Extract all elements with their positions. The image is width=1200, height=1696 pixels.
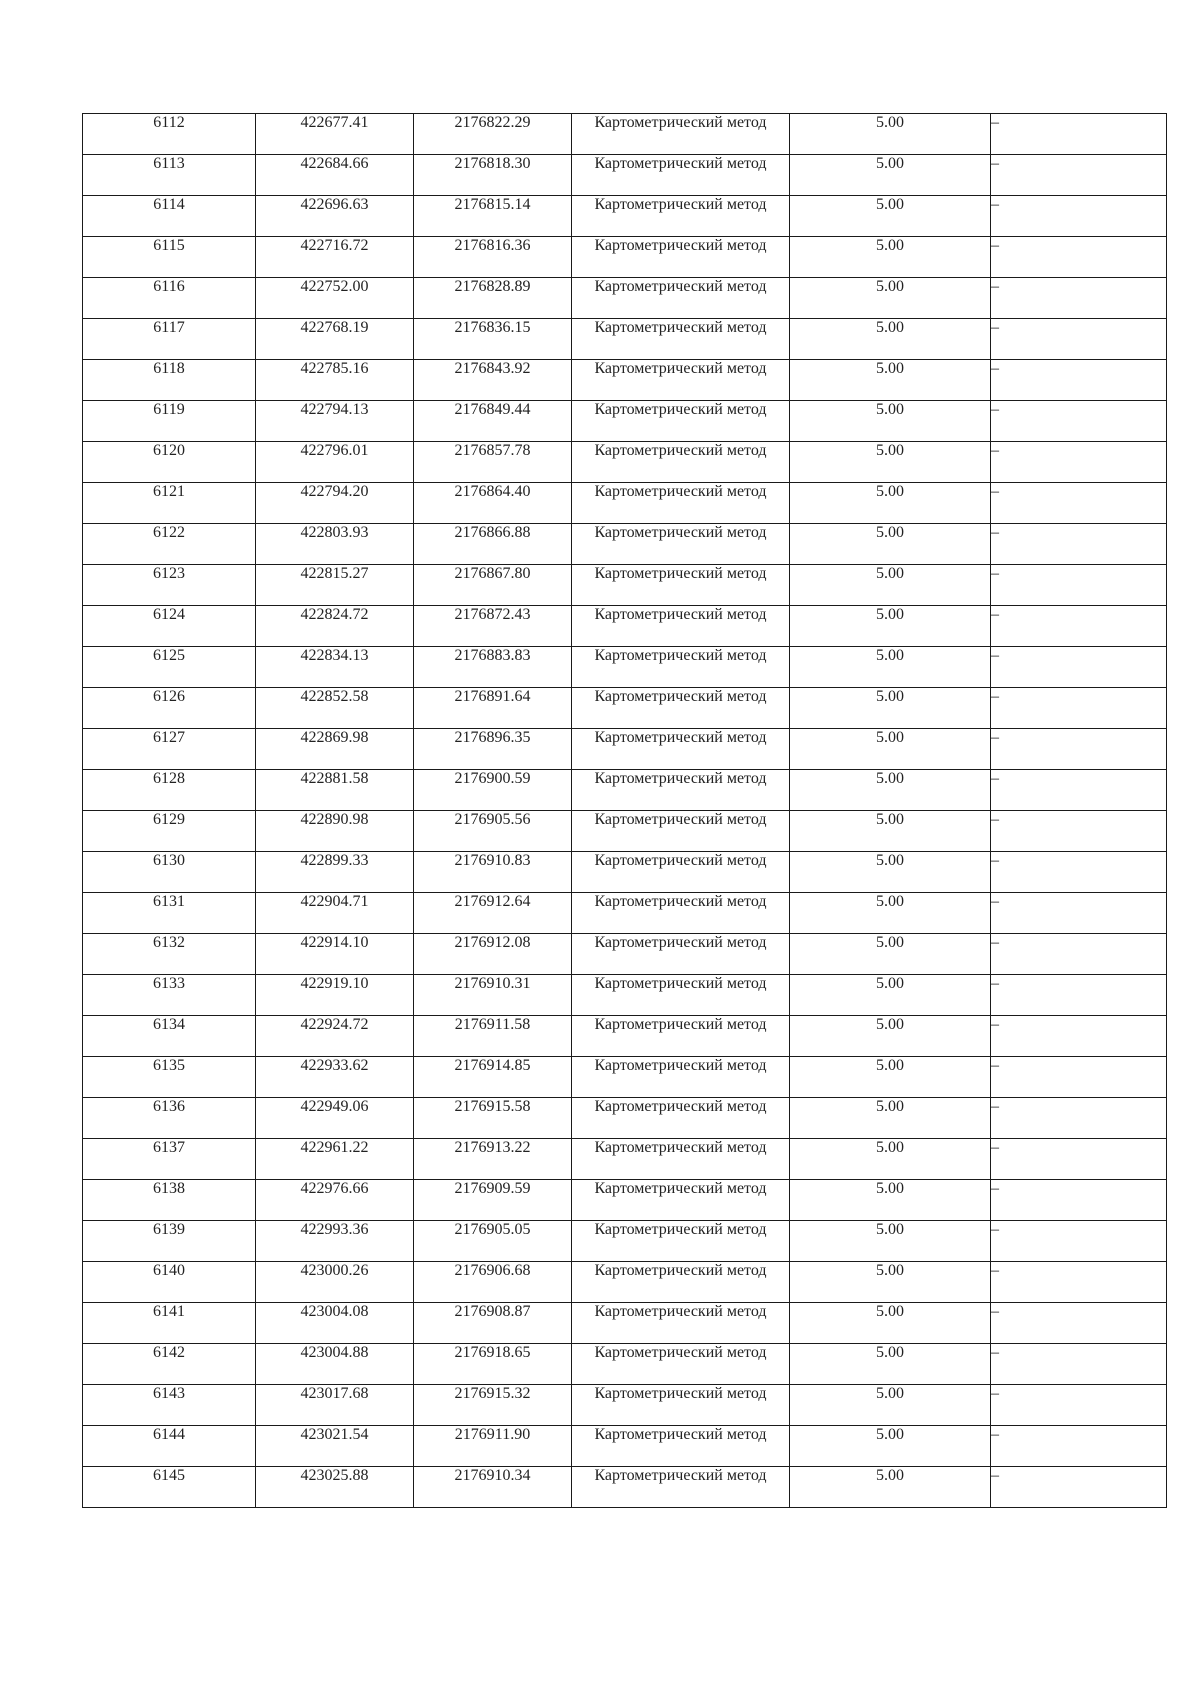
y-coordinate-cell: 2176915.58 [414,1098,572,1139]
method-cell: Картометрический метод [572,1426,790,1467]
y-coordinate-cell: 2176918.65 [414,1344,572,1385]
y-coordinate-cell: 2176822.29 [414,114,572,155]
y-coordinate-cell: 2176910.31 [414,975,572,1016]
note-cell: – [991,196,1167,237]
point-number-cell: 6129 [83,811,256,852]
method-cell: Картометрический метод [572,1139,790,1180]
point-number-cell: 6119 [83,401,256,442]
note-cell: – [991,729,1167,770]
y-coordinate-cell: 2176866.88 [414,524,572,565]
y-coordinate-cell: 2176849.44 [414,401,572,442]
method-cell: Картометрический метод [572,1098,790,1139]
note-cell: – [991,278,1167,319]
x-coordinate-cell: 423004.08 [256,1303,414,1344]
accuracy-cell: 5.00 [790,852,991,893]
point-number-cell: 6120 [83,442,256,483]
table-row [83,196,1167,237]
y-coordinate-cell: 2176816.36 [414,237,572,278]
x-coordinate-cell: 422794.20 [256,483,414,524]
y-coordinate-cell: 2176912.08 [414,934,572,975]
table-row [83,483,1167,524]
method-cell: Картометрический метод [572,114,790,155]
y-coordinate-cell: 2176867.80 [414,565,572,606]
table-row [83,401,1167,442]
table-row [83,1139,1167,1180]
table-row [83,770,1167,811]
method-cell: Картометрический метод [572,565,790,606]
point-number-cell: 6136 [83,1098,256,1139]
table-row [83,1303,1167,1344]
note-cell: – [991,1303,1167,1344]
method-cell: Картометрический метод [572,606,790,647]
table-row [83,1262,1167,1303]
note-cell: – [991,934,1167,975]
table-row [83,975,1167,1016]
accuracy-cell: 5.00 [790,647,991,688]
method-cell: Картометрический метод [572,360,790,401]
x-coordinate-cell: 422852.58 [256,688,414,729]
point-number-cell: 6116 [83,278,256,319]
point-number-cell: 6141 [83,1303,256,1344]
point-number-cell: 6138 [83,1180,256,1221]
table-row [83,524,1167,565]
accuracy-cell: 5.00 [790,688,991,729]
table-row [83,729,1167,770]
accuracy-cell: 5.00 [790,237,991,278]
table-row [83,893,1167,934]
note-cell: – [991,1426,1167,1467]
x-coordinate-cell: 422961.22 [256,1139,414,1180]
x-coordinate-cell: 422933.62 [256,1057,414,1098]
x-coordinate-cell: 422924.72 [256,1016,414,1057]
y-coordinate-cell: 2176911.90 [414,1426,572,1467]
point-number-cell: 6133 [83,975,256,1016]
point-number-cell: 6139 [83,1221,256,1262]
point-number-cell: 6125 [83,647,256,688]
point-number-cell: 6123 [83,565,256,606]
accuracy-cell: 5.00 [790,1057,991,1098]
y-coordinate-cell: 2176908.87 [414,1303,572,1344]
table-row [83,360,1167,401]
x-coordinate-cell: 423017.68 [256,1385,414,1426]
y-coordinate-cell: 2176857.78 [414,442,572,483]
method-cell: Картометрический метод [572,852,790,893]
note-cell: – [991,319,1167,360]
table-row [83,1057,1167,1098]
point-number-cell: 6137 [83,1139,256,1180]
method-cell: Картометрический метод [572,1057,790,1098]
note-cell: – [991,975,1167,1016]
method-cell: Картометрический метод [572,688,790,729]
point-number-cell: 6121 [83,483,256,524]
y-coordinate-cell: 2176912.64 [414,893,572,934]
accuracy-cell: 5.00 [790,1016,991,1057]
table-row [83,237,1167,278]
x-coordinate-cell: 422890.98 [256,811,414,852]
point-number-cell: 6132 [83,934,256,975]
method-cell: Картометрический метод [572,893,790,934]
table-row [83,1016,1167,1057]
point-number-cell: 6114 [83,196,256,237]
point-number-cell: 6124 [83,606,256,647]
method-cell: Картометрический метод [572,1344,790,1385]
note-cell: – [991,647,1167,688]
method-cell: Картометрический метод [572,155,790,196]
accuracy-cell: 5.00 [790,893,991,934]
note-cell: – [991,811,1167,852]
table-row [83,606,1167,647]
point-number-cell: 6113 [83,155,256,196]
accuracy-cell: 5.00 [790,606,991,647]
note-cell: – [991,360,1167,401]
x-coordinate-cell: 422803.93 [256,524,414,565]
accuracy-cell: 5.00 [790,1385,991,1426]
y-coordinate-cell: 2176911.58 [414,1016,572,1057]
accuracy-cell: 5.00 [790,401,991,442]
accuracy-cell: 5.00 [790,1262,991,1303]
accuracy-cell: 5.00 [790,155,991,196]
table-row [83,688,1167,729]
table-row [83,1221,1167,1262]
accuracy-cell: 5.00 [790,360,991,401]
point-number-cell: 6122 [83,524,256,565]
x-coordinate-cell: 422993.36 [256,1221,414,1262]
accuracy-cell: 5.00 [790,524,991,565]
x-coordinate-cell: 423004.88 [256,1344,414,1385]
note-cell: – [991,155,1167,196]
method-cell: Картометрический метод [572,1180,790,1221]
x-coordinate-cell: 422881.58 [256,770,414,811]
accuracy-cell: 5.00 [790,1426,991,1467]
x-coordinate-cell: 422785.16 [256,360,414,401]
method-cell: Картометрический метод [572,975,790,1016]
method-cell: Картометрический метод [572,934,790,975]
method-cell: Картометрический метод [572,1262,790,1303]
point-number-cell: 6135 [83,1057,256,1098]
point-number-cell: 6127 [83,729,256,770]
method-cell: Картометрический метод [572,647,790,688]
method-cell: Картометрический метод [572,770,790,811]
x-coordinate-cell: 422752.00 [256,278,414,319]
y-coordinate-cell: 2176891.64 [414,688,572,729]
x-coordinate-cell: 422976.66 [256,1180,414,1221]
y-coordinate-cell: 2176910.34 [414,1467,572,1508]
coordinates-table [82,113,1167,1508]
method-cell: Картометрический метод [572,1221,790,1262]
accuracy-cell: 5.00 [790,975,991,1016]
table-row [83,319,1167,360]
accuracy-cell: 5.00 [790,442,991,483]
x-coordinate-cell: 422899.33 [256,852,414,893]
accuracy-cell: 5.00 [790,1344,991,1385]
point-number-cell: 6142 [83,1344,256,1385]
note-cell: – [991,688,1167,729]
x-coordinate-cell: 423025.88 [256,1467,414,1508]
point-number-cell: 6143 [83,1385,256,1426]
point-number-cell: 6131 [83,893,256,934]
y-coordinate-cell: 2176900.59 [414,770,572,811]
accuracy-cell: 5.00 [790,1303,991,1344]
y-coordinate-cell: 2176828.89 [414,278,572,319]
accuracy-cell: 5.00 [790,278,991,319]
method-cell: Картометрический метод [572,1385,790,1426]
x-coordinate-cell: 422949.06 [256,1098,414,1139]
note-cell: – [991,1262,1167,1303]
x-coordinate-cell: 422684.66 [256,155,414,196]
point-number-cell: 6126 [83,688,256,729]
point-number-cell: 6117 [83,319,256,360]
x-coordinate-cell: 422677.41 [256,114,414,155]
note-cell: – [991,893,1167,934]
table-row [83,1385,1167,1426]
note-cell: – [991,852,1167,893]
table-row [83,565,1167,606]
note-cell: – [991,1057,1167,1098]
x-coordinate-cell: 422768.19 [256,319,414,360]
y-coordinate-cell: 2176910.83 [414,852,572,893]
point-number-cell: 6144 [83,1426,256,1467]
note-cell: – [991,565,1167,606]
x-coordinate-cell: 422796.01 [256,442,414,483]
note-cell: – [991,1221,1167,1262]
method-cell: Картометрический метод [572,1303,790,1344]
note-cell: – [991,1467,1167,1508]
point-number-cell: 6145 [83,1467,256,1508]
note-cell: – [991,524,1167,565]
accuracy-cell: 5.00 [790,1098,991,1139]
y-coordinate-cell: 2176836.15 [414,319,572,360]
x-coordinate-cell: 422794.13 [256,401,414,442]
accuracy-cell: 5.00 [790,1139,991,1180]
coordinates-table-body [83,114,1167,1508]
y-coordinate-cell: 2176905.56 [414,811,572,852]
y-coordinate-cell: 2176906.68 [414,1262,572,1303]
accuracy-cell: 5.00 [790,934,991,975]
accuracy-cell: 5.00 [790,319,991,360]
table-row [83,1426,1167,1467]
x-coordinate-cell: 422919.10 [256,975,414,1016]
table-row [83,1467,1167,1508]
note-cell: – [991,114,1167,155]
note-cell: – [991,1344,1167,1385]
y-coordinate-cell: 2176818.30 [414,155,572,196]
table-row [83,852,1167,893]
y-coordinate-cell: 2176815.14 [414,196,572,237]
point-number-cell: 6118 [83,360,256,401]
method-cell: Картометрический метод [572,278,790,319]
note-cell: – [991,442,1167,483]
method-cell: Картометрический метод [572,319,790,360]
x-coordinate-cell: 422904.71 [256,893,414,934]
method-cell: Картометрический метод [572,1467,790,1508]
note-cell: – [991,1180,1167,1221]
y-coordinate-cell: 2176872.43 [414,606,572,647]
table-row [83,1344,1167,1385]
x-coordinate-cell: 422869.98 [256,729,414,770]
table-row [83,114,1167,155]
point-number-cell: 6140 [83,1262,256,1303]
point-number-cell: 6128 [83,770,256,811]
note-cell: – [991,770,1167,811]
accuracy-cell: 5.00 [790,811,991,852]
y-coordinate-cell: 2176905.05 [414,1221,572,1262]
x-coordinate-cell: 422824.72 [256,606,414,647]
point-number-cell: 6134 [83,1016,256,1057]
method-cell: Картометрический метод [572,237,790,278]
accuracy-cell: 5.00 [790,770,991,811]
table-row [83,811,1167,852]
method-cell: Картометрический метод [572,729,790,770]
table-row [83,442,1167,483]
method-cell: Картометрический метод [572,524,790,565]
x-coordinate-cell: 422696.63 [256,196,414,237]
accuracy-cell: 5.00 [790,196,991,237]
table-row [83,647,1167,688]
y-coordinate-cell: 2176915.32 [414,1385,572,1426]
y-coordinate-cell: 2176896.35 [414,729,572,770]
table-row [83,278,1167,319]
note-cell: – [991,237,1167,278]
point-number-cell: 6115 [83,237,256,278]
method-cell: Картометрический метод [572,442,790,483]
note-cell: – [991,401,1167,442]
y-coordinate-cell: 2176843.92 [414,360,572,401]
note-cell: – [991,606,1167,647]
x-coordinate-cell: 422815.27 [256,565,414,606]
x-coordinate-cell: 423021.54 [256,1426,414,1467]
table-row [83,934,1167,975]
point-number-cell: 6130 [83,852,256,893]
table-row [83,1098,1167,1139]
x-coordinate-cell: 422716.72 [256,237,414,278]
table-row [83,1180,1167,1221]
accuracy-cell: 5.00 [790,1467,991,1508]
y-coordinate-cell: 2176909.59 [414,1180,572,1221]
y-coordinate-cell: 2176883.83 [414,647,572,688]
method-cell: Картометрический метод [572,401,790,442]
note-cell: – [991,1098,1167,1139]
y-coordinate-cell: 2176914.85 [414,1057,572,1098]
note-cell: – [991,1016,1167,1057]
x-coordinate-cell: 422834.13 [256,647,414,688]
accuracy-cell: 5.00 [790,1221,991,1262]
accuracy-cell: 5.00 [790,565,991,606]
table-row [83,155,1167,196]
note-cell: – [991,483,1167,524]
accuracy-cell: 5.00 [790,483,991,524]
y-coordinate-cell: 2176913.22 [414,1139,572,1180]
y-coordinate-cell: 2176864.40 [414,483,572,524]
accuracy-cell: 5.00 [790,1180,991,1221]
note-cell: – [991,1385,1167,1426]
x-coordinate-cell: 423000.26 [256,1262,414,1303]
x-coordinate-cell: 422914.10 [256,934,414,975]
method-cell: Картометрический метод [572,1016,790,1057]
method-cell: Картометрический метод [572,196,790,237]
note-cell: – [991,1139,1167,1180]
method-cell: Картометрический метод [572,811,790,852]
accuracy-cell: 5.00 [790,729,991,770]
accuracy-cell: 5.00 [790,114,991,155]
method-cell: Картометрический метод [572,483,790,524]
point-number-cell: 6112 [83,114,256,155]
